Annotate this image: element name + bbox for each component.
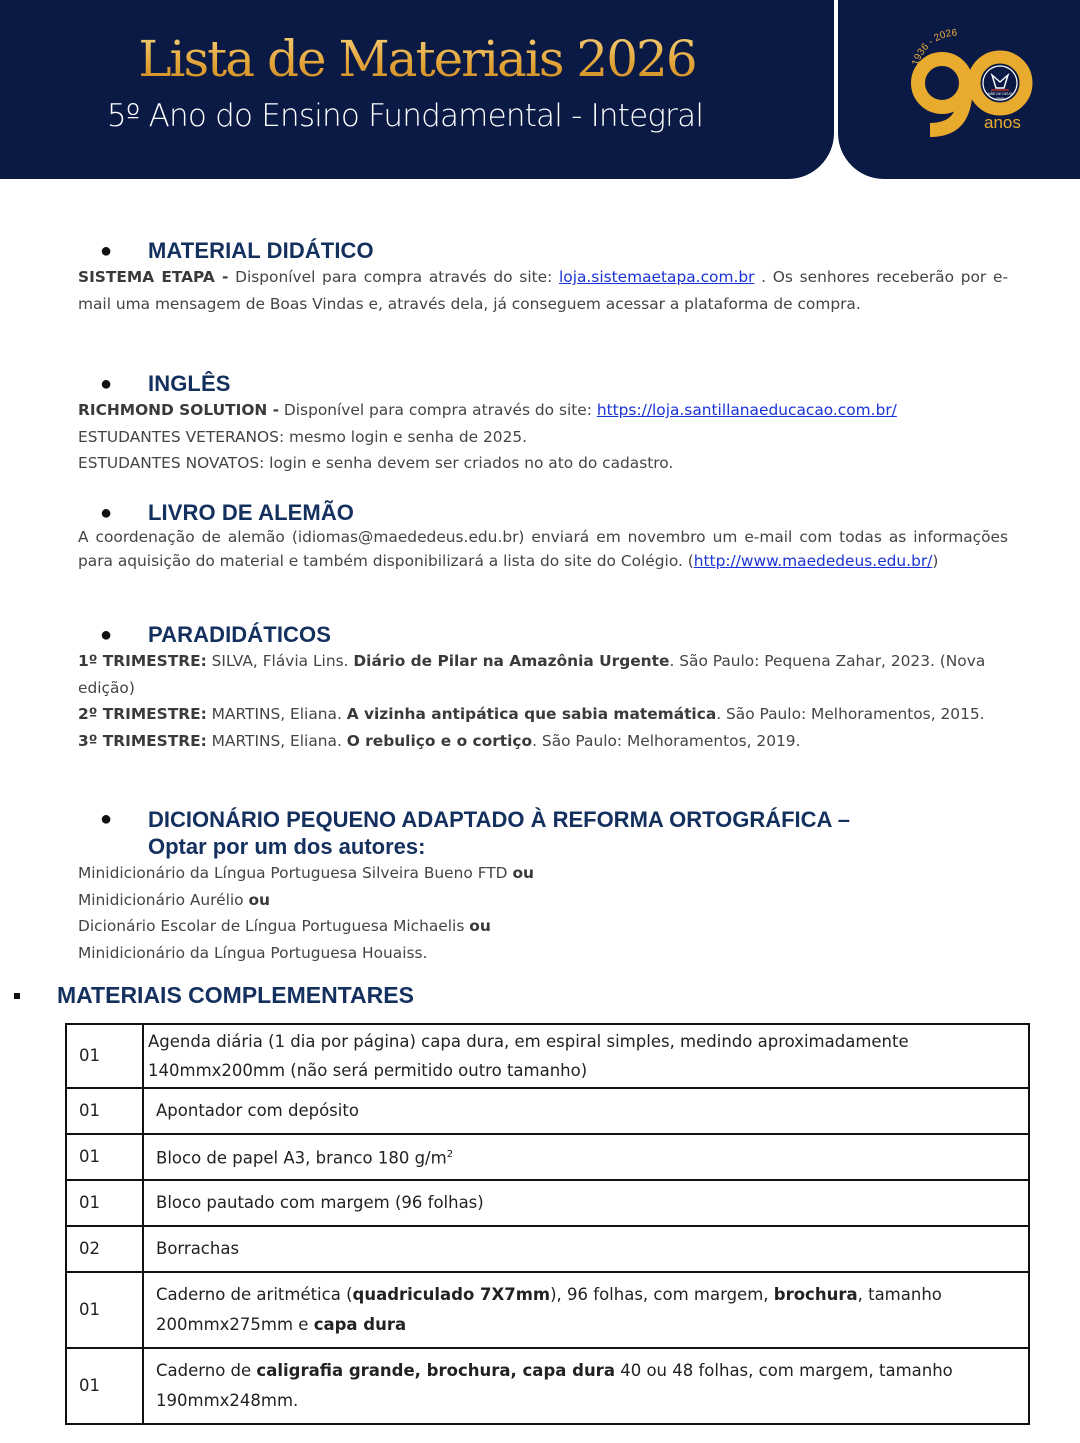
text: . Os senhores receberão por e-mail uma mensagem de Boas Vindas e, através dela, já conseguem acessar a plataforma de compra. bbox=[78, 268, 1009, 313]
text: Caderno de bbox=[156, 1361, 257, 1380]
section-title: DICIONÁRIO PEQUENO ADAPTADO À REFORMA ORTOGRÁFICA – bbox=[148, 807, 850, 832]
trimester-label: 2º TRIMESTRE: bbox=[78, 705, 207, 723]
section-heading bbox=[0, 238, 1008, 264]
veteranos-note: ESTUDANTES VETERANOS: mesmo login e senha de 2025. bbox=[78, 427, 528, 446]
emblem-text: MÃE DE DEUS bbox=[987, 92, 1013, 96]
table-row bbox=[66, 1226, 1029, 1272]
description-cell bbox=[143, 1272, 1029, 1348]
etapa-store-link[interactable]: loja.sistemaetapa.com.br bbox=[559, 268, 755, 286]
bold-text: brochura bbox=[773, 1285, 858, 1304]
section-heading bbox=[0, 622, 1013, 648]
text: Disponível para compra através do site: bbox=[228, 268, 560, 286]
logo-years: 1936 - 2026 bbox=[910, 28, 958, 67]
table-row bbox=[66, 1134, 1029, 1180]
emblem-subtext: colégio bbox=[995, 96, 1005, 100]
table-row bbox=[66, 1348, 1029, 1424]
section-material-didatico bbox=[78, 238, 1008, 317]
quantity-cell: 01 bbox=[66, 1024, 143, 1088]
lead-label: SISTEMA ETAPA - bbox=[78, 268, 229, 286]
section-paradidaticos bbox=[78, 622, 1013, 754]
dictionary-name: Minidicionário da Língua Portuguesa Silveira Bueno FTD bbox=[78, 864, 513, 882]
page-title: Lista de Materiais 2026 bbox=[0, 30, 834, 88]
list-item bbox=[78, 940, 1008, 967]
trimester-label: 1º TRIMESTRE: bbox=[78, 652, 207, 670]
list-item bbox=[78, 860, 1008, 887]
materials-table bbox=[65, 1023, 1030, 1425]
header-banner bbox=[0, 0, 834, 179]
table-row bbox=[66, 1088, 1029, 1134]
publisher: . São Paulo: Melhoramentos, 2015. bbox=[716, 705, 985, 723]
book-title: A vizinha antipática que sabia matemática bbox=[346, 705, 717, 723]
superscript: 2 bbox=[446, 1149, 454, 1161]
text: Disponível para compra através do site: bbox=[279, 401, 597, 419]
book-title: O rebuliço e o cortiço bbox=[346, 731, 533, 750]
bold-text: capa dura bbox=[313, 1315, 407, 1334]
text: , tamanho 200mmx275mm e bbox=[156, 1285, 942, 1334]
novatos-note: ESTUDANTES NOVATOS: login e senha devem ser criados no ato do cadastro. bbox=[78, 454, 674, 472]
conjunction: ou bbox=[469, 917, 491, 935]
bullet-icon: ● bbox=[100, 623, 113, 646]
list-item bbox=[78, 728, 1013, 755]
publisher: . São Paulo: Pequena Zahar, 2023. (Nova edição) bbox=[78, 652, 986, 697]
dictionary-name: Minidicionário Aurélio bbox=[78, 890, 249, 909]
section-text bbox=[78, 526, 1008, 573]
bullet-icon: ● bbox=[100, 501, 113, 524]
text: ) bbox=[932, 551, 939, 570]
bullet-icon: ● bbox=[100, 808, 113, 830]
list-item bbox=[78, 887, 1008, 914]
section-title: INGLÊS bbox=[148, 371, 231, 396]
description-cell bbox=[143, 1024, 1029, 1088]
text: Bloco pautado com margem (96 folhas) bbox=[156, 1193, 484, 1212]
text: 40 ou 48 folhas, com margem, tamanho 190mmx248mm. bbox=[156, 1361, 953, 1410]
section-title: MATERIAL DIDÁTICO bbox=[148, 238, 374, 263]
page-subtitle: 5º Ano do Ensino Fundamental - Integral bbox=[106, 98, 704, 134]
text: A coordenação de alemão (idiomas@maededeus.edu.br) enviará em novembro um e-mail com todas as informações para aquisição do material e também disponibilizará a lista do site do Colégio. ( bbox=[78, 528, 1008, 570]
quantity-cell: 01 bbox=[66, 1134, 143, 1180]
list-item bbox=[78, 648, 1013, 701]
author: MARTINS, Eliana. bbox=[206, 731, 347, 750]
list-item bbox=[78, 701, 1013, 728]
section-title: LIVRO DE ALEMÃO bbox=[148, 500, 355, 525]
bullet-icon: ● bbox=[100, 372, 113, 395]
description-cell bbox=[143, 1134, 1029, 1180]
trimester-label: 3º TRIMESTRE: bbox=[78, 731, 207, 750]
section-title: PARADIDÁTICOS bbox=[148, 622, 332, 647]
author: SILVA, Flávia Lins. bbox=[206, 652, 354, 670]
paradidaticos-list bbox=[78, 648, 1013, 754]
section-ingles bbox=[78, 371, 1018, 477]
section-text bbox=[0, 264, 1008, 317]
table-row bbox=[66, 1180, 1029, 1226]
conjunction: ou bbox=[512, 864, 534, 882]
section-text bbox=[78, 397, 1018, 477]
section-subtitle: Optar por um dos autores: bbox=[148, 834, 426, 859]
conjunction: ou bbox=[248, 890, 271, 909]
description-cell bbox=[143, 1180, 1029, 1226]
lead-label: RICHMOND SOLUTION - bbox=[78, 401, 280, 419]
text: Borrachas bbox=[156, 1239, 240, 1258]
logo-anos: anos bbox=[984, 113, 1021, 132]
description-cell bbox=[143, 1088, 1029, 1134]
anniversary-logo-icon bbox=[900, 28, 1040, 138]
author: MARTINS, Eliana. bbox=[206, 705, 347, 723]
text: Agenda diária (1 dia por página) capa dura, em espiral simples, medindo aproximadamente 140mmx200mm (não será permitido outro tamanho) bbox=[148, 1032, 909, 1080]
dictionary-name: Minidicionário da Língua Portuguesa Houaiss. bbox=[78, 943, 428, 962]
text: Caderno de aritmética ( bbox=[156, 1285, 353, 1304]
section-heading bbox=[0, 806, 1008, 860]
quantity-cell: 02 bbox=[66, 1226, 143, 1272]
section-heading bbox=[0, 500, 1008, 526]
text: Bloco de papel A3, branco 180 g/m bbox=[156, 1148, 447, 1168]
bullet-icon: ● bbox=[100, 239, 113, 262]
section-dicionario bbox=[78, 806, 1008, 966]
description-cell bbox=[143, 1348, 1029, 1424]
dictionary-options bbox=[78, 860, 1008, 966]
quantity-cell: 01 bbox=[66, 1088, 143, 1134]
section-title: MATERIAIS COMPLEMENTARES bbox=[57, 982, 414, 1008]
square-bullet-icon bbox=[14, 993, 20, 999]
section-alemao bbox=[78, 500, 1008, 573]
description-cell bbox=[143, 1226, 1029, 1272]
section-heading bbox=[0, 371, 1018, 397]
bold-text: caligrafia grande, brochura, capa dura bbox=[256, 1361, 615, 1380]
quantity-cell: 01 bbox=[66, 1180, 143, 1226]
text: ), 96 folhas, com margem, bbox=[550, 1285, 774, 1304]
text: Apontador com depósito bbox=[156, 1101, 359, 1120]
book-title: Diário de Pilar na Amazônia Urgente bbox=[353, 652, 670, 670]
quantity-cell: 01 bbox=[66, 1272, 143, 1348]
table-row bbox=[66, 1272, 1029, 1348]
dictionary-name: Dicionário Escolar de Língua Portuguesa Michaelis bbox=[78, 917, 470, 935]
santillana-store-link[interactable]: https://loja.santillanaeducacao.com.br/ bbox=[596, 401, 897, 419]
school-site-link[interactable]: http://www.maededeus.edu.br/ bbox=[693, 551, 933, 570]
publisher: . São Paulo: Melhoramentos, 2019. bbox=[532, 731, 801, 750]
list-item bbox=[78, 913, 1008, 940]
quantity-cell: 01 bbox=[66, 1348, 143, 1424]
section-heading-complementares bbox=[14, 982, 414, 1009]
table-row bbox=[66, 1024, 1029, 1088]
bold-text: quadriculado 7X7mm bbox=[352, 1285, 551, 1304]
